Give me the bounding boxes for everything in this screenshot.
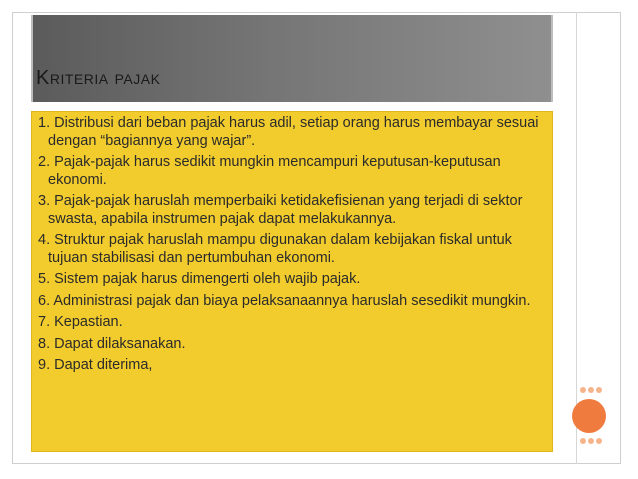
criteria-item: 5. Sistem pajak harus dimengerti oleh wajib pajak. bbox=[38, 271, 361, 287]
small-dot-icon bbox=[580, 387, 586, 393]
decorative-dot-row-top bbox=[580, 387, 602, 393]
decorative-dot-row-bottom bbox=[580, 438, 602, 444]
criteria-item: 4. Struktur pajak haruslah mampu digunakan dalam kebijakan fiskal untuk tujuan stabilisasi dan pertumbuhan ekonomi. bbox=[38, 232, 512, 266]
criteria-item: 2. Pajak-pajak harus sedikit mungkin mencampuri keputusan-keputusan ekonomi. bbox=[38, 154, 501, 188]
right-divider bbox=[576, 12, 577, 464]
criteria-item: 8. Dapat dilaksanakan. bbox=[38, 335, 186, 352]
small-dot-icon bbox=[596, 387, 602, 393]
criteria-item: 6. Administrasi pajak dan biaya pelaksanaannya haruslah sesedikit mungkin. bbox=[38, 292, 531, 309]
criteria-item: 9. Dapat diterima, bbox=[38, 357, 153, 373]
criteria-item: 3. Pajak-pajak haruslah memperbaiki ketidakefisienan yang terjadi di sektor swasta, apabila instrumen pajak dapat melakukannya. bbox=[38, 193, 523, 227]
small-dot-icon bbox=[588, 438, 594, 444]
small-dot-icon bbox=[580, 438, 586, 444]
criteria-list bbox=[38, 115, 546, 379]
orange-circle-icon bbox=[572, 399, 606, 433]
criteria-item: 7. Kepastian. bbox=[38, 314, 123, 330]
small-dot-icon bbox=[596, 438, 602, 444]
small-dot-icon bbox=[588, 387, 594, 393]
slide-title: Kriteria pajak bbox=[36, 67, 161, 89]
criteria-item: 1. Distribusi dari beban pajak harus adil, setiap orang harus membayar sesuai dengan “bagiannya yang wajar”. bbox=[38, 115, 539, 149]
